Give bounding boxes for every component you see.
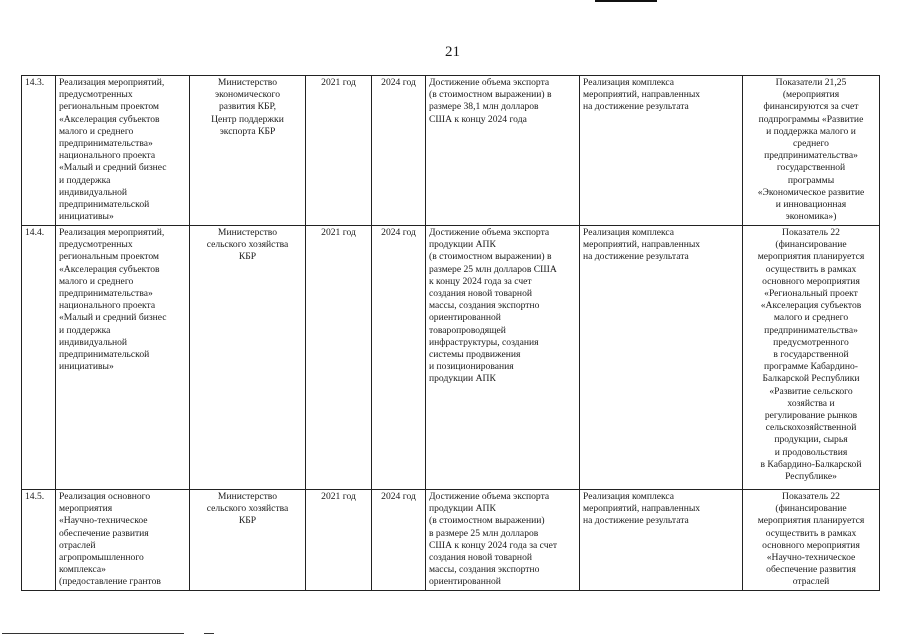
end-year-cell: 2024 год — [372, 490, 426, 591]
result-line: массы, создания экспортно — [429, 300, 540, 312]
activity-line: агропромышленного — [59, 552, 144, 564]
activity-line: мероприятия — [59, 503, 113, 515]
activity-line: малого и среднего — [59, 125, 134, 137]
result-line: Достижение объема экспорта — [429, 227, 550, 238]
indicators-line: обеспечение развития — [766, 564, 856, 576]
activity-cell — [56, 226, 190, 490]
content-cell — [580, 226, 743, 490]
indicators-line: Балкарской Республики — [762, 373, 860, 385]
activity-line: Реализация основного — [59, 491, 151, 502]
row-number-cell: 14.3. — [22, 76, 56, 226]
indicators-line: регулирование рынков — [764, 410, 858, 422]
top-edge-mark — [595, 0, 657, 2]
result-line: инфраструктуры, создания — [429, 336, 539, 348]
activity-line: комплекса» — [59, 564, 106, 576]
result-line: размере 38,1 млн долларов — [429, 101, 539, 113]
result-cell — [426, 76, 580, 226]
activity-line: национального проекта — [59, 300, 156, 312]
indicators-line: предпринимательства» — [764, 324, 858, 336]
indicators-line: мероприятия планируется — [757, 251, 865, 263]
result-line: к концу 2024 года за счет — [429, 275, 532, 287]
result-line: (в стоимостном выражении) — [429, 515, 545, 527]
end-year-cell: 2024 год — [372, 76, 426, 226]
result-line: в размере 25 млн долларов — [429, 527, 539, 539]
result-line: создания новой товарной — [429, 288, 533, 300]
result-line: Достижение объема экспорта — [429, 77, 550, 88]
row-number-cell: 14.4. — [22, 226, 56, 490]
end-year-cell: 2024 год — [372, 226, 426, 490]
indicators-line: Показатель 22 — [782, 491, 840, 502]
activity-line: предпринимательской — [59, 349, 150, 361]
content-line: Реализация комплекса — [583, 227, 675, 238]
indicators-line: осуществить в рамках — [765, 527, 857, 539]
activity-line: «Малый и средний бизнес — [59, 312, 167, 324]
indicators-line: «Акселерация субъектов — [760, 300, 862, 312]
indicators-line: Показатели 21,25 — [775, 77, 847, 88]
indicators-line: отраслей — [792, 576, 830, 588]
table-row — [22, 76, 880, 226]
indicators-line: предпринимательства» — [764, 150, 858, 162]
activity-line: предусмотренных — [59, 239, 133, 251]
activity-line: предпринимательской — [59, 199, 150, 211]
activity-line: инициативы» — [59, 211, 114, 223]
indicators-line: продукции, сырья — [774, 434, 848, 446]
indicators-line: государственной — [776, 162, 846, 174]
table-row — [22, 226, 880, 490]
indicators-line: программе Кабардино- — [764, 361, 858, 373]
result-line: размере 25 млн долларов США — [429, 263, 557, 275]
footnote-dash — [204, 633, 214, 634]
result-line: (в стоимостном выражении) в — [429, 89, 552, 101]
measures-table — [21, 75, 880, 591]
indicators-line: сельскохозяйственной — [765, 422, 857, 434]
activity-line: инициативы» — [59, 361, 114, 373]
result-cell — [426, 490, 580, 591]
activity-line: региональным проектом — [59, 251, 159, 263]
executor-line: Центр поддержки — [211, 113, 284, 125]
activity-line: индивидуальной — [59, 186, 128, 198]
indicators-line: (финансирование — [775, 503, 847, 515]
indicators-line: в Кабардино-Балкарской — [760, 458, 862, 470]
start-year-cell: 2021 год — [306, 226, 372, 490]
result-line: товаропроводящей — [429, 324, 506, 336]
indicators-line: и продовольствия — [774, 446, 848, 458]
executor-line: Министерство — [217, 491, 278, 502]
activity-cell — [56, 76, 190, 226]
activity-line: национального проекта — [59, 150, 156, 162]
executor-line: Министерство — [217, 77, 278, 88]
indicators-line: экономика») — [785, 211, 837, 223]
activity-line: Реализация мероприятий, — [59, 227, 165, 238]
indicators-line: основного мероприятия — [762, 275, 860, 287]
indicators-line: и инновационная — [775, 199, 847, 211]
activity-line: и поддержка — [59, 324, 111, 336]
indicators-line: предусмотренного — [773, 336, 849, 348]
footnote-rule — [2, 633, 184, 634]
start-year-cell: 2021 год — [306, 490, 372, 591]
indicators-line: мероприятия планируется — [757, 515, 865, 527]
executor-line: КБР — [238, 251, 257, 263]
indicators-cell — [743, 226, 880, 490]
result-line: ориентированной — [429, 576, 501, 588]
result-line: системы продвижения — [429, 349, 521, 361]
activity-line: отраслей — [59, 539, 96, 551]
content-cell — [580, 490, 743, 591]
result-line: и позиционирования — [429, 361, 514, 373]
indicators-line: (финансирование — [775, 239, 847, 251]
activity-line: Реализация мероприятий, — [59, 77, 165, 88]
activity-line: малого и среднего — [59, 275, 134, 287]
activity-line: региональным проектом — [59, 101, 159, 113]
executor-line: развития КБР, — [218, 101, 277, 113]
activity-line: «Научно-техническое — [59, 515, 148, 527]
indicators-line: хозяйства и — [787, 397, 835, 409]
content-line: мероприятий, направленных — [583, 503, 701, 515]
result-line: Достижение объема экспорта — [429, 491, 550, 502]
activity-line: «Акселерация субъектов — [59, 263, 160, 275]
indicators-line: финансируются за счет — [763, 101, 859, 113]
activity-line: «Малый и средний бизнес — [59, 162, 167, 174]
content-line: мероприятий, направленных — [583, 89, 701, 101]
result-line: США к концу 2024 года за счет — [429, 539, 558, 551]
indicators-line: подпрограммы «Развитие — [758, 113, 864, 125]
content-line: на достижение результата — [583, 515, 689, 527]
content-line: на достижение результата — [583, 251, 689, 263]
activity-line: предусмотренных — [59, 89, 133, 101]
activity-line: предпринимательства» — [59, 138, 153, 150]
executor-cell — [190, 226, 306, 490]
activity-line: индивидуальной — [59, 336, 128, 348]
executor-line: Министерство — [217, 227, 278, 238]
result-line: массы, создания экспортно — [429, 564, 540, 576]
executor-line: КБР — [238, 515, 257, 527]
content-line: мероприятий, направленных — [583, 239, 701, 251]
indicators-cell — [743, 76, 880, 226]
result-line: продукции АПК — [429, 373, 496, 385]
indicators-cell — [743, 490, 880, 591]
indicators-line: в государственной — [773, 349, 849, 361]
activity-line: «Акселерация субъектов — [59, 113, 160, 125]
indicators-line: (мероприятия — [782, 89, 840, 101]
activity-line: (предоставление грантов — [59, 576, 161, 588]
indicators-line: «Развитие сельского — [769, 385, 853, 397]
indicators-line: программы — [787, 174, 835, 186]
indicators-line: «Научно-техническое — [766, 552, 856, 564]
page-number: 21 — [445, 44, 460, 60]
content-cell — [580, 76, 743, 226]
activity-cell — [56, 490, 190, 591]
result-line: ориентированной — [429, 312, 501, 324]
executor-cell — [190, 490, 306, 591]
executor-cell — [190, 76, 306, 226]
indicators-line: «Экономическое развитие — [757, 186, 865, 198]
result-line: продукции АПК — [429, 239, 496, 251]
executor-line: сельского хозяйства — [206, 239, 289, 251]
activity-line: предпринимательства» — [59, 288, 153, 300]
executor-line: сельского хозяйства — [206, 503, 289, 515]
executor-line: экономического — [214, 89, 281, 101]
result-line: (в стоимостном выражении) в — [429, 251, 552, 263]
activity-line: и поддержка — [59, 174, 111, 186]
indicators-line: малого и среднего — [773, 312, 849, 324]
indicators-line: Республике» — [785, 471, 837, 483]
row-number-cell: 14.5. — [22, 490, 56, 591]
result-line: США к концу 2024 года — [429, 113, 527, 125]
indicators-line: осуществить в рамках — [765, 263, 857, 275]
indicators-line: и поддержка малого и — [766, 125, 856, 137]
indicators-line: «Региональный проект — [764, 288, 858, 300]
indicators-line: основного мероприятия — [762, 539, 860, 551]
start-year-cell: 2021 год — [306, 76, 372, 226]
result-line: создания новой товарной — [429, 552, 533, 564]
content-line: Реализация комплекса — [583, 491, 675, 502]
content-line: Реализация комплекса — [583, 77, 675, 88]
result-line: продукции АПК — [429, 503, 496, 515]
table-row — [22, 490, 880, 591]
activity-line: обеспечение развития — [59, 527, 149, 539]
indicators-line: Показатель 22 — [782, 227, 840, 238]
indicators-line: среднего — [793, 138, 829, 150]
content-line: на достижение результата — [583, 101, 689, 113]
result-cell — [426, 226, 580, 490]
executor-line: экспорта КБР — [219, 125, 276, 137]
